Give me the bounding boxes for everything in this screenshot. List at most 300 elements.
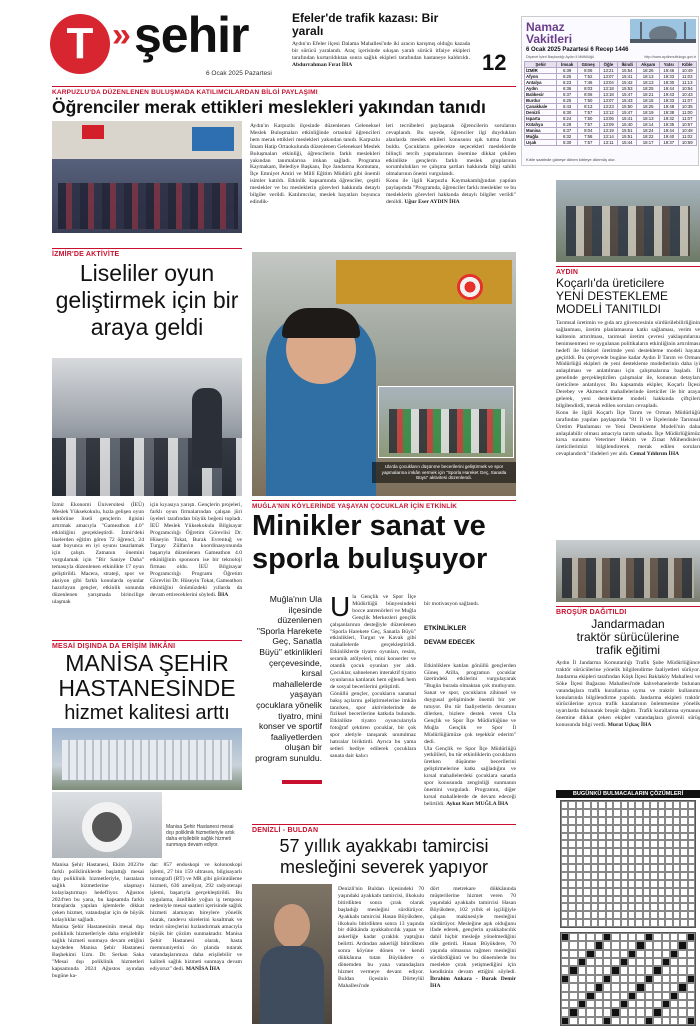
prayer-time: 8:03 xyxy=(577,86,599,92)
sudoku-cell xyxy=(613,872,620,880)
sudoku-cell xyxy=(643,856,650,864)
crossword-cell xyxy=(578,992,586,1000)
prayer-time: 19:32 xyxy=(660,116,678,122)
crossword-cell xyxy=(578,950,586,958)
prayer-time: 18:17 xyxy=(637,140,660,146)
crossword-cell xyxy=(662,975,670,983)
prayer-time: 19:33 xyxy=(660,74,678,80)
crossword-cell xyxy=(586,933,594,941)
crossword-cell xyxy=(628,992,636,1000)
sudoku-cell xyxy=(621,809,628,817)
sudoku-cell xyxy=(591,848,598,856)
sudoku-cell xyxy=(606,848,613,856)
crossword-cell xyxy=(670,983,678,991)
sudoku-cell xyxy=(665,896,672,904)
masthead-title: şehir xyxy=(134,7,249,63)
sudoku-cell xyxy=(583,833,590,841)
sudoku-cell xyxy=(613,856,620,864)
sudoku-cell xyxy=(635,833,642,841)
photo-farmers xyxy=(562,558,694,598)
izmir-photo xyxy=(52,358,242,496)
sudoku-cell xyxy=(658,848,665,856)
crossword-cell xyxy=(670,1017,678,1025)
prayer-city: Burdur xyxy=(525,98,557,104)
prayer-time: 6:30 xyxy=(557,110,577,116)
sudoku-cell xyxy=(635,817,642,825)
crossword-cell xyxy=(653,992,661,1000)
sudoku-cell xyxy=(628,848,635,856)
prayer-time: 6:23 xyxy=(557,80,577,86)
denizli-photo xyxy=(252,884,332,1024)
photo-screen xyxy=(192,127,234,151)
prayer-time: 15:47 xyxy=(618,110,637,116)
sudoku-cell xyxy=(688,919,695,927)
sudoku-cell xyxy=(606,880,613,888)
crossword-cell xyxy=(603,933,611,941)
sudoku-cell xyxy=(583,896,590,904)
prayer-city: Manisa xyxy=(525,128,557,134)
prayer-time: 19:44 xyxy=(660,86,678,92)
prayer-time: 18:24 xyxy=(637,128,660,134)
prayer-time: 19:46 xyxy=(660,68,678,74)
photo-hospital xyxy=(62,740,232,780)
crossword-cell xyxy=(687,992,695,1000)
crossword-cell xyxy=(645,1000,653,1008)
crossword-cell xyxy=(670,992,678,1000)
crossword-cell xyxy=(595,1008,603,1016)
sudoku-cell xyxy=(688,856,695,864)
prayer-time: 19:33 xyxy=(660,98,678,104)
sudoku-cell xyxy=(576,817,583,825)
crossword-cell xyxy=(620,1000,628,1008)
prayer-time: 7:46 xyxy=(577,80,599,86)
crossword-cell xyxy=(561,950,569,958)
sudoku-cell xyxy=(613,880,620,888)
crossword-cell xyxy=(603,1008,611,1016)
crossword-cell xyxy=(670,933,678,941)
sudoku-cell xyxy=(628,896,635,904)
sudoku-cell xyxy=(650,833,657,841)
prayer-time: 15:50 xyxy=(618,104,637,110)
sudoku-cell xyxy=(628,919,635,927)
crossword-cell xyxy=(662,1000,670,1008)
crossword-cell xyxy=(561,941,569,949)
sudoku-cell xyxy=(650,880,657,888)
crossword-cell xyxy=(620,1008,628,1016)
sudoku-cell xyxy=(673,888,680,896)
sudoku-cell xyxy=(658,911,665,919)
sudoku-cell xyxy=(665,817,672,825)
photo-man-body xyxy=(260,946,324,1024)
section-rule xyxy=(52,640,242,641)
prayer-time: 19:30 xyxy=(660,80,678,86)
sudoku-cell xyxy=(583,809,590,817)
crossword-cell xyxy=(670,966,678,974)
sudoku-cell xyxy=(621,919,628,927)
sudoku-cell xyxy=(680,903,687,911)
sudoku-cell xyxy=(598,903,605,911)
crossword-cell xyxy=(595,933,603,941)
prayer-time: 18:21 xyxy=(637,92,660,98)
prayer-time: 6:30 xyxy=(557,140,577,146)
crossword-cell xyxy=(628,941,636,949)
sudoku-cell xyxy=(658,833,665,841)
crossword-cell xyxy=(687,958,695,966)
prayer-time: 10:57 xyxy=(678,122,697,128)
prayer-time: 7:50 xyxy=(577,116,599,122)
sudoku-cell xyxy=(591,825,598,833)
sudoku-cell xyxy=(665,825,672,833)
sudoku-cell xyxy=(673,817,680,825)
crossword-cell xyxy=(653,941,661,949)
crossword-cell xyxy=(620,992,628,1000)
sudoku-cell xyxy=(643,896,650,904)
prayer-header-cell: Akşam xyxy=(637,62,660,68)
sudoku-cell xyxy=(606,864,613,872)
sudoku-cell xyxy=(628,809,635,817)
sudoku-cell xyxy=(643,825,650,833)
sudoku-cell xyxy=(561,825,568,833)
photo-audience xyxy=(58,183,238,229)
crossword-cell xyxy=(578,975,586,983)
sudoku-cell xyxy=(583,856,590,864)
crossword-cell xyxy=(586,1017,594,1025)
sudoku-cell xyxy=(568,833,575,841)
prayer-time: 13:06 xyxy=(599,116,617,122)
sudoku-cell xyxy=(561,872,568,880)
right-photo-1 xyxy=(556,180,700,262)
crossword-cell xyxy=(662,966,670,974)
crossword-cell xyxy=(645,958,653,966)
sudoku-cell xyxy=(561,888,568,896)
crossword-cell xyxy=(636,941,644,949)
prayer-time: 18:26 xyxy=(637,68,660,74)
crossword-cell xyxy=(620,950,628,958)
sudoku-cell xyxy=(673,919,680,927)
sudoku-cell xyxy=(673,880,680,888)
section-rule xyxy=(52,86,516,87)
sudoku-cell xyxy=(583,848,590,856)
izmir-body-col2: için kıyasıya yarıştı. Gençlerin projeleri, farklı oyun firmalarından çalışan jüri üyeleri tarafından büyük beğeni topladı. İEÜ Meslek Yüksekokulu Bilgisayar Programcılığı Öğretim Görevlisi Dr. Hüseyin Tokat, Burak Evrentuğ ve Turgay Zülfan'ın koordinasyonunda başarıyla düzenlenen Gameathon 4.0 etkinliğinin sponsoru ise bir teknoloji firması oldu. İEÜ Bilgisayar Programcılığı Programı Öğretim Görevlisi Dr. Hüseyin Tokat, Gameathon etkinliğini önümüzdeki yıllarda da devam ettireceklerini söyledi. İHA xyxy=(150,502,242,598)
sudoku-cell xyxy=(621,864,628,872)
prayer-title: Namaz Vakitleri xyxy=(526,20,573,46)
sudoku-cell xyxy=(598,864,605,872)
crossword-cell xyxy=(578,966,586,974)
masthead-date: 6 Ocak 2025 Pazartesi xyxy=(206,70,272,77)
crossword-cell xyxy=(670,958,678,966)
crossword-cell xyxy=(586,958,594,966)
crossword-cell xyxy=(653,966,661,974)
sudoku-cell xyxy=(673,911,680,919)
crossword-cell xyxy=(603,941,611,949)
crossword-cell xyxy=(687,1000,695,1008)
prayer-time: 19:48 xyxy=(660,104,678,110)
crossword-cell xyxy=(586,966,594,974)
prayer-city: Afyon xyxy=(525,74,557,80)
crossword-cell xyxy=(620,958,628,966)
sudoku-cell xyxy=(621,903,628,911)
crossword-cell xyxy=(586,950,594,958)
prayer-time: 6:43 xyxy=(557,104,577,110)
sudoku-cell xyxy=(635,825,642,833)
prayer-footnote: Kıble saatinde güneşe dönen kıbleye dönmüş olur. xyxy=(526,157,616,162)
sudoku-cell xyxy=(643,848,650,856)
prayer-city: İZMİR xyxy=(525,68,557,74)
ula-photo-inset xyxy=(378,386,514,458)
crossword-cell xyxy=(595,1017,603,1025)
sudoku-cell xyxy=(591,817,598,825)
sudoku-cell xyxy=(650,888,657,896)
crossword-cell xyxy=(569,966,577,974)
sudoku-cell xyxy=(688,880,695,888)
sudoku-cell xyxy=(680,856,687,864)
sudoku-cell xyxy=(606,833,613,841)
crossword-cell xyxy=(678,1008,686,1016)
sudoku-cell xyxy=(568,809,575,817)
manisa-headline: MANİSA ŞEHİR HASTANESİNDE hizmet kalitesi arttı xyxy=(58,650,236,724)
sudoku-cell xyxy=(568,864,575,872)
drop-cap: U xyxy=(330,591,351,622)
crossword-cell xyxy=(561,933,569,941)
sudoku-cell xyxy=(613,817,620,825)
karpuzlu-photo xyxy=(52,121,242,233)
sudoku-cell xyxy=(591,856,598,864)
sudoku-cell xyxy=(591,888,598,896)
crossword-cell xyxy=(561,958,569,966)
kocarli-headline: Koçarlı'da üreticilere YENİ DESTEKLEME MODELİ TANITILDI xyxy=(556,276,669,316)
prayer-city: Antalya xyxy=(525,80,557,86)
denizli-body-col2: dört metrekare dükkânında müşterilerine hizmet veren 70 yaşındaki ayakkabı tamircisi Hasan Büyükdere, 102 yıllık el işçiliğiyle çalışan makinesiyle mesleğini sürdürüyor. Mesleğine aşık olduğunu ifade ederek, gençlerin ayakkabıcılık dahil hiçbir mesleğe yönelmediğini dile getirdi. Hasan Büyükdere, 70 yaşında olmasına rağmen mesleğini sürdürdüğünü ve bu dönemlerde bu meslekte çırak yetişmediğini için kendisinin devam ettiğini söyledi. İbrahim Ankara - Burak Demir İHA xyxy=(430,886,516,989)
prayer-time: 18:25 xyxy=(637,104,660,110)
sudoku-cell xyxy=(598,809,605,817)
sudoku-cell xyxy=(568,903,575,911)
sudoku-cell xyxy=(680,911,687,919)
prayer-time: 15:43 xyxy=(618,98,637,104)
crossword-cell xyxy=(611,983,619,991)
sudoku-cell xyxy=(665,864,672,872)
prayer-time: 10:49 xyxy=(678,68,697,74)
prayer-city: Isparta xyxy=(525,116,557,122)
sudoku-cell xyxy=(576,919,583,927)
prayer-time: 10:54 xyxy=(678,86,697,92)
crossword-cell xyxy=(636,966,644,974)
karpuzlu-kicker: KARPUZLU'DA DÜZENLENEN BULUŞMADA KATILIMCILARDAN BİLGİ PAYLAŞIMI xyxy=(52,89,318,96)
sudoku-cell xyxy=(561,817,568,825)
sudoku-cell xyxy=(658,817,665,825)
ula-body-col2: bir motivasyon sağlandı. ETKİNLİKLER DEVAM EDECEK Etkinliklere katılan gönüllü gençlerden Güneş Atilla, programın çocuklar üzerindeki etkilerini vurgulayarak "Bugün burada olmaktan çok mutluyum. Sanat ve spor, çocukların zihinsel ve duygusal gelişiminde önemli bir yer tutuyor. Bu tür faaliyetlerin devamını dilerken, bizlere destek veren Ula Gençlik ve Spor İlçe Müdürlüğüne ve Muğla Gençlik ve Spor İl Müdürlüğümüze çok teşekkür ederim" dedi. Ula Gençlik ve Spor İlçe Müdürlüğü yetkilileri, bu tür etkinliklerin çocukların üretken düşünme becerilerini geliştirmelerine katkı sağladığını ve kırsal mahallelerdeki çocuklara sanatla spor konusunda zenginliği sunmanın önemini vurguladı. Programın, diğer kırsal mahallelerde de devam edeceği belirtildi. Aykut Kurt MUĞLA İHA xyxy=(424,600,516,807)
prayer-time: 15:53 xyxy=(618,86,637,92)
sudoku-cell xyxy=(665,903,672,911)
sudoku-cell xyxy=(643,880,650,888)
prayer-header-cell: Kıble xyxy=(678,62,697,68)
sudoku-cell xyxy=(568,840,575,848)
section-rule xyxy=(556,606,700,607)
t-logo-icon: T xyxy=(50,14,110,74)
sudoku-cell xyxy=(613,833,620,841)
sudoku-cell xyxy=(688,840,695,848)
photo-man-face xyxy=(274,904,310,948)
sudoku-cell xyxy=(673,864,680,872)
prayer-time: 10:35 xyxy=(678,104,697,110)
sudoku-cell xyxy=(665,840,672,848)
prayer-table xyxy=(524,61,697,146)
prayer-header-cell: Öğle xyxy=(599,62,617,68)
prayer-time: 19:40 xyxy=(660,134,678,140)
crossword-cell xyxy=(678,950,686,958)
sudoku-cell xyxy=(643,864,650,872)
sudoku-cell xyxy=(568,919,575,927)
crossword-cell xyxy=(586,983,594,991)
section-rule xyxy=(252,500,516,501)
sudoku-cell xyxy=(635,880,642,888)
crossword-cell xyxy=(611,1017,619,1025)
crossword-cell xyxy=(687,966,695,974)
sudoku-cell xyxy=(688,872,695,880)
crossword-cell xyxy=(653,958,661,966)
crossword-cell xyxy=(578,941,586,949)
crossword-cell xyxy=(611,975,619,983)
crossword-cell xyxy=(628,958,636,966)
sudoku-cell xyxy=(561,801,568,809)
sudoku-cell xyxy=(658,825,665,833)
top-story-byline: Abdurrahman Fırat İHA xyxy=(292,61,353,68)
sudoku-cell xyxy=(583,864,590,872)
crossword-cell xyxy=(670,950,678,958)
sudoku-cell xyxy=(635,872,642,880)
sudoku-cell xyxy=(650,848,657,856)
prayer-city: Çanakkale xyxy=(525,104,557,110)
sudoku-cell xyxy=(658,880,665,888)
crossword-cell xyxy=(653,1008,661,1016)
prayer-time: 13:04 xyxy=(599,80,617,86)
sudoku-cell xyxy=(643,911,650,919)
sudoku-cell xyxy=(576,833,583,841)
sudoku-cell xyxy=(591,880,598,888)
crossword-cell xyxy=(569,958,577,966)
crossword-cell xyxy=(561,992,569,1000)
crossword-cell xyxy=(628,933,636,941)
prayer-time: 13:11 xyxy=(599,140,617,146)
prayer-time: 6:39 xyxy=(557,68,577,74)
crossword-cell xyxy=(670,1008,678,1016)
crossword-cell xyxy=(662,983,670,991)
sudoku-cell xyxy=(680,888,687,896)
sudoku-cell xyxy=(688,896,695,904)
prayer-city: Kütahya xyxy=(525,122,557,128)
prayer-time: 13:12 xyxy=(599,110,617,116)
sudoku-cell xyxy=(673,809,680,817)
sudoku-cell xyxy=(658,919,665,927)
sudoku-cell xyxy=(621,856,628,864)
crossword-cell xyxy=(662,941,670,949)
crossword-cell xyxy=(586,1000,594,1008)
sudoku-cell xyxy=(576,840,583,848)
prayer-time: 15:41 xyxy=(618,116,637,122)
sudoku-cell xyxy=(561,864,568,872)
crossword-cell xyxy=(645,983,653,991)
prayer-time: 6:36 xyxy=(557,86,577,92)
crossword-cell xyxy=(678,933,686,941)
sudoku-cell xyxy=(606,872,613,880)
sudoku-cell xyxy=(621,801,628,809)
sudoku-cell xyxy=(591,903,598,911)
photo-mri xyxy=(82,802,132,852)
photo-person xyxy=(192,388,222,468)
prayer-time: 7:50 xyxy=(577,98,599,104)
crossword-cell xyxy=(653,1000,661,1008)
crossword-cell xyxy=(611,950,619,958)
section-rule xyxy=(52,248,242,249)
sudoku-cell xyxy=(665,848,672,856)
sudoku-cell xyxy=(576,801,583,809)
sudoku-cell xyxy=(613,911,620,919)
crossword-cell xyxy=(569,1008,577,1016)
crossword-cell xyxy=(653,933,661,941)
crossword-grid xyxy=(560,932,696,1026)
sudoku-cell xyxy=(680,801,687,809)
sudoku-cell xyxy=(598,911,605,919)
sudoku-cell xyxy=(568,825,575,833)
crossword-cell xyxy=(628,1008,636,1016)
section-rule xyxy=(556,266,700,267)
prayer-time: 13:07 xyxy=(599,74,617,80)
crossword-cell xyxy=(603,958,611,966)
sudoku-cell xyxy=(643,888,650,896)
sudoku-cell xyxy=(673,896,680,904)
sudoku-cell xyxy=(591,801,598,809)
crossword-cell xyxy=(586,1008,594,1016)
crossword-cell xyxy=(578,1017,586,1025)
prayer-header-cell: İmsak xyxy=(557,62,577,68)
sudoku-cell xyxy=(688,903,695,911)
prayer-time: 7:58 xyxy=(577,134,599,140)
sudoku-cell xyxy=(568,896,575,904)
crossword-cell xyxy=(611,992,619,1000)
sudoku-cell xyxy=(628,880,635,888)
prayer-time: 18:19 xyxy=(637,110,660,116)
jandarma-body: Aydın İl Jandarma Komutanlığı Trafik Şube Müdürlüğünce traktör sürücülerine yönelik bilgilendirme faaliyetleri sürüyor. Jandarma ekipleri tarafından Köşk İlçesi Baklaköy Mahallesi ve Söke İlçesi Bağarası Mahallesi'nde kahvehanelerde bulunan vatandaşlara trafik kurallarına uyma ve traktör kullanımı konularında bilgilendirme yapıldı. Jandarma ekipleri traktör sürücülerine ayrıca trafik kazalarının önlenmesine yönelik uyarılarda bulunarak broşür dağıttı. Trafik kurallarına uymanın önemine dikkat çeken ekipler vatandaşlara güvenli sürüş konusunda bilgi verdi. Murat Uçkaç İHA xyxy=(556,660,700,729)
sudoku-cell xyxy=(591,872,598,880)
sudoku-cell xyxy=(621,896,628,904)
sudoku-cell xyxy=(673,903,680,911)
crossword-cell xyxy=(620,1017,628,1025)
prayer-date: 6 Ocak 2025 Pazartesi 6 Recep 1446 xyxy=(526,47,629,53)
prayer-city: Uşak xyxy=(525,140,557,146)
prayer-time: 7:57 xyxy=(577,122,599,128)
crossword-cell xyxy=(561,1008,569,1016)
crossword-cell xyxy=(636,958,644,966)
sudoku-cell xyxy=(635,903,642,911)
sudoku-cell xyxy=(576,872,583,880)
sudoku-cell xyxy=(561,919,568,927)
prayer-time: 18:15 xyxy=(637,98,660,104)
sudoku-cell xyxy=(576,809,583,817)
sudoku-cell xyxy=(643,809,650,817)
manisa-photo xyxy=(52,728,242,790)
prayer-time: 7:57 xyxy=(577,140,599,146)
sudoku-cell xyxy=(688,801,695,809)
sudoku-cell xyxy=(673,872,680,880)
sudoku-cell xyxy=(583,801,590,809)
kocarli-kicker: AYDIN xyxy=(556,269,579,276)
crossword-cell xyxy=(687,1008,695,1016)
sudoku-cell xyxy=(680,919,687,927)
sudoku-cell xyxy=(606,919,613,927)
prayer-times-box xyxy=(521,16,699,166)
ula-pullquote: Muğla'nın Ula ilçesinde düzenlenen "Sporla Harekete Geç, Sanatla Büyü" etkinlikleri çerçevesinde, kırsal mahallelerde yaşayan çocuklara yönelik tiyatro, mini konser ve sportif faaliyetlerden oluşan bir program sunuldu. xyxy=(255,594,322,763)
crossword-cell xyxy=(586,992,594,1000)
prayer-time: 6:32 xyxy=(557,134,577,140)
